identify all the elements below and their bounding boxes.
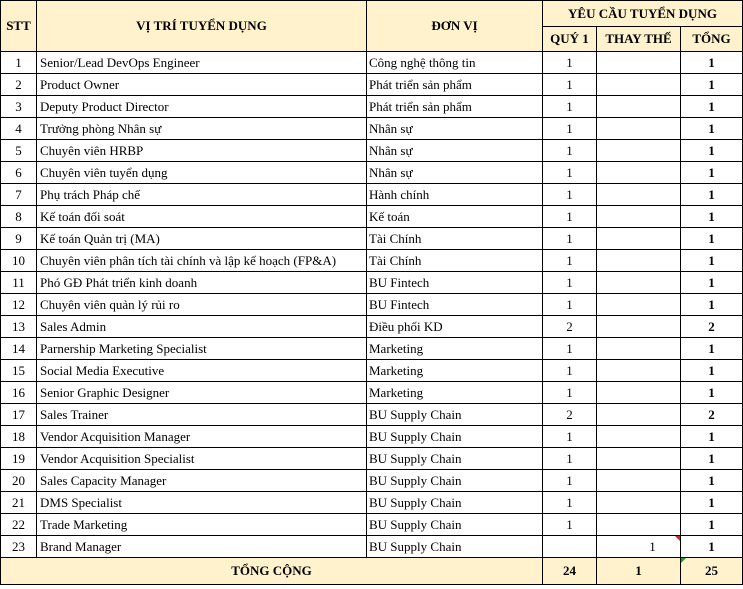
cell-replacement[interactable] — [597, 404, 681, 426]
cell-replacement[interactable] — [597, 294, 681, 316]
cell-stt[interactable]: 18 — [1, 426, 37, 448]
cell-unit[interactable]: Marketing — [367, 360, 543, 382]
cell-q1[interactable]: 1 — [543, 426, 597, 448]
cell-q1[interactable]: 1 — [543, 492, 597, 514]
cell-unit[interactable]: Tài Chính — [367, 228, 543, 250]
cell-stt[interactable]: 7 — [1, 184, 37, 206]
cell-total[interactable]: 1 — [681, 272, 743, 294]
cell-position[interactable]: Product Owner — [37, 74, 367, 96]
cell-q1[interactable] — [543, 536, 597, 558]
table-row — [1, 206, 743, 228]
cell-q1[interactable]: 1 — [543, 74, 597, 96]
cell-replacement[interactable] — [597, 536, 681, 558]
cell-position[interactable]: Sales Trainer — [37, 404, 367, 426]
cell-q1[interactable]: 2 — [543, 316, 597, 338]
table-row — [1, 536, 743, 558]
cell-total[interactable]: 1 — [681, 382, 743, 404]
cell-position[interactable]: Deputy Product Director — [37, 96, 367, 118]
cell-unit[interactable]: Nhân sự — [367, 118, 543, 140]
cell-position[interactable]: Senior/Lead DevOps Engineer — [37, 52, 367, 74]
cell-unit[interactable]: Phát triển sản phẩm — [367, 96, 543, 118]
table-row — [1, 118, 743, 140]
cell-total[interactable]: 1 — [681, 206, 743, 228]
cell-position[interactable]: Chuyên viên quản lý rủi ro — [37, 294, 367, 316]
cell-position[interactable]: Social Media Executive — [37, 360, 367, 382]
cell-replacement[interactable] — [597, 206, 681, 228]
cell-position[interactable]: Senior Graphic Designer — [37, 382, 367, 404]
cell-q1[interactable]: 1 — [543, 470, 597, 492]
cell-position[interactable]: Sales Capacity Manager — [37, 470, 367, 492]
cell-q1[interactable]: 1 — [543, 250, 597, 272]
cell-q1[interactable]: 1 — [543, 96, 597, 118]
footer-label[interactable]: TỔNG CỘNG — [1, 558, 543, 585]
cell-position[interactable]: Parnership Marketing Specialist — [37, 338, 367, 360]
cell-q1[interactable]: 1 — [543, 118, 597, 140]
cell-unit[interactable]: BU Supply Chain — [367, 448, 543, 470]
cell-unit[interactable]: Nhân sự — [367, 140, 543, 162]
cell-q1[interactable]: 1 — [543, 162, 597, 184]
cell-total[interactable]: 1 — [681, 74, 743, 96]
table-row — [1, 492, 743, 514]
cell-replacement[interactable] — [597, 360, 681, 382]
cell-stt[interactable]: 6 — [1, 162, 37, 184]
cell-position[interactable]: Chuyên viên tuyển dụng — [37, 162, 367, 184]
cell-stt[interactable]: 23 — [1, 536, 37, 558]
header-total[interactable]: TỔNG — [681, 27, 743, 52]
cell-stt[interactable]: 4 — [1, 118, 37, 140]
cell-stt[interactable]: 9 — [1, 228, 37, 250]
cell-stt[interactable]: 11 — [1, 272, 37, 294]
cell-stt[interactable]: 15 — [1, 360, 37, 382]
cell-position[interactable]: Phụ trách Pháp chế — [37, 184, 367, 206]
cell-stt[interactable]: 13 — [1, 316, 37, 338]
table-row — [1, 52, 743, 74]
cell-replacement[interactable] — [597, 448, 681, 470]
cell-total[interactable]: 1 — [681, 184, 743, 206]
footer-replacement-sum[interactable]: 1 — [597, 558, 681, 585]
cell-stt[interactable]: 12 — [1, 294, 37, 316]
cell-unit[interactable]: BU Supply Chain — [367, 536, 543, 558]
cell-replacement[interactable] — [597, 338, 681, 360]
cell-replacement[interactable] — [597, 140, 681, 162]
cell-replacement[interactable] — [597, 426, 681, 448]
cell-stt[interactable]: 19 — [1, 448, 37, 470]
cell-stt[interactable]: 22 — [1, 514, 37, 536]
cell-stt[interactable]: 10 — [1, 250, 37, 272]
cell-q1[interactable]: 1 — [543, 294, 597, 316]
cell-stt[interactable]: 8 — [1, 206, 37, 228]
cell-position[interactable]: Kế toán Quản trị (MA) — [37, 228, 367, 250]
cell-replacement[interactable] — [597, 316, 681, 338]
cell-stt[interactable]: 1 — [1, 52, 37, 74]
cell-replacement[interactable] — [597, 272, 681, 294]
cell-unit[interactable]: Phát triển sản phẩm — [367, 74, 543, 96]
cell-position[interactable]: Phó GĐ Phát triển kinh doanh — [37, 272, 367, 294]
table-row — [1, 184, 743, 206]
cell-unit[interactable]: BU Supply Chain — [367, 426, 543, 448]
cell-position[interactable]: DMS Specialist — [37, 492, 367, 514]
cell-position[interactable]: Kế toán đối soát — [37, 206, 367, 228]
table-footer — [1, 558, 743, 585]
cell-total[interactable]: 1 — [681, 96, 743, 118]
cell-total[interactable]: 1 — [681, 52, 743, 74]
cell-total[interactable]: 1 — [681, 162, 743, 184]
cell-replacement[interactable] — [597, 118, 681, 140]
footer-total-value: 25 — [705, 563, 718, 578]
cell-position[interactable]: Chuyên viên phân tích tài chính và lập kế hoạch (FP&A) — [37, 250, 367, 272]
cell-replacement[interactable] — [597, 514, 681, 536]
header-group-requirements[interactable]: YÊU CẦU TUYỂN DỤNG — [543, 1, 743, 27]
cell-total[interactable]: 1 — [681, 426, 743, 448]
table-row — [1, 360, 743, 382]
cell-unit[interactable]: Marketing — [367, 382, 543, 404]
cell-total[interactable]: 1 — [681, 536, 743, 558]
table-row — [1, 140, 743, 162]
table-body — [1, 52, 743, 558]
cell-total[interactable]: 1 — [681, 118, 743, 140]
cell-total[interactable]: 1 — [681, 492, 743, 514]
cell-stt[interactable]: 21 — [1, 492, 37, 514]
comment-indicator-icon — [675, 536, 680, 541]
header-q1[interactable]: QUÝ 1 — [543, 27, 597, 52]
cell-q1[interactable]: 1 — [543, 52, 597, 74]
cell-replacement[interactable] — [597, 162, 681, 184]
table-row — [1, 470, 743, 492]
cell-replacement[interactable] — [597, 52, 681, 74]
table-row — [1, 272, 743, 294]
cell-unit[interactable]: BU Supply Chain — [367, 470, 543, 492]
cell-total[interactable]: 1 — [681, 360, 743, 382]
table-row — [1, 74, 743, 96]
cell-total[interactable]: 1 — [681, 514, 743, 536]
cell-replacement[interactable] — [597, 96, 681, 118]
cell-total[interactable]: 1 — [681, 338, 743, 360]
cell-q1[interactable]: 1 — [543, 206, 597, 228]
cell-stt[interactable]: 5 — [1, 140, 37, 162]
cell-q1[interactable]: 1 — [543, 382, 597, 404]
footer-total-sum[interactable] — [681, 558, 743, 585]
cell-position[interactable]: Trade Marketing — [37, 514, 367, 536]
cell-position[interactable]: Brand Manager — [37, 536, 367, 558]
cell-replacement-value: 1 — [649, 538, 656, 554]
header-replacement[interactable]: THAY THẾ — [597, 27, 681, 52]
cell-q1[interactable]: 1 — [543, 338, 597, 360]
cell-replacement[interactable] — [597, 492, 681, 514]
cell-total[interactable]: 1 — [681, 250, 743, 272]
cell-replacement[interactable] — [597, 184, 681, 206]
table-row — [1, 514, 743, 536]
cell-total[interactable]: 1 — [681, 470, 743, 492]
cell-position[interactable]: Chuyên viên HRBP — [37, 140, 367, 162]
cell-position[interactable]: Vendor Acquisition Manager — [37, 426, 367, 448]
table-header — [1, 1, 743, 52]
cell-unit[interactable]: BU Supply Chain — [367, 514, 543, 536]
header-stt[interactable]: STT — [1, 1, 37, 52]
cell-position[interactable]: Trưởng phòng Nhân sự — [37, 118, 367, 140]
cell-total[interactable]: 2 — [681, 316, 743, 338]
cell-replacement[interactable] — [597, 250, 681, 272]
table-row — [1, 294, 743, 316]
cell-stt[interactable]: 17 — [1, 404, 37, 426]
table-row — [1, 96, 743, 118]
cell-total[interactable]: 2 — [681, 404, 743, 426]
error-indicator-icon — [681, 558, 686, 563]
table-row — [1, 338, 743, 360]
cell-stt[interactable]: 14 — [1, 338, 37, 360]
table-row — [1, 404, 743, 426]
cell-total[interactable]: 1 — [681, 140, 743, 162]
cell-stt[interactable]: 2 — [1, 74, 37, 96]
cell-stt[interactable]: 20 — [1, 470, 37, 492]
table-row — [1, 448, 743, 470]
cell-unit[interactable]: Kế toán — [367, 206, 543, 228]
cell-unit[interactable]: BU Supply Chain — [367, 404, 543, 426]
footer-q1-sum[interactable]: 24 — [543, 558, 597, 585]
cell-unit[interactable]: Tài Chính — [367, 250, 543, 272]
cell-replacement[interactable] — [597, 228, 681, 250]
cell-unit[interactable]: Nhân sự — [367, 162, 543, 184]
table-row — [1, 250, 743, 272]
cell-unit[interactable]: BU Fintech — [367, 272, 543, 294]
header-position[interactable]: VỊ TRÍ TUYỂN DỤNG — [37, 1, 367, 52]
cell-unit[interactable]: Hành chính — [367, 184, 543, 206]
cell-unit[interactable]: BU Supply Chain — [367, 492, 543, 514]
table-row — [1, 162, 743, 184]
cell-q1[interactable]: 1 — [543, 448, 597, 470]
cell-replacement[interactable] — [597, 470, 681, 492]
cell-q1[interactable]: 1 — [543, 184, 597, 206]
cell-q1[interactable]: 1 — [543, 272, 597, 294]
cell-q1[interactable]: 2 — [543, 404, 597, 426]
cell-total[interactable]: 1 — [681, 294, 743, 316]
cell-unit[interactable]: BU Fintech — [367, 294, 543, 316]
cell-q1[interactable]: 1 — [543, 360, 597, 382]
table-row — [1, 382, 743, 404]
cell-replacement[interactable] — [597, 382, 681, 404]
cell-position[interactable]: Sales Admin — [37, 316, 367, 338]
cell-unit[interactable]: Công nghệ thông tin — [367, 52, 543, 74]
cell-q1[interactable]: 1 — [543, 514, 597, 536]
cell-position[interactable]: Vendor Acquisition Specialist — [37, 448, 367, 470]
table-row — [1, 316, 743, 338]
cell-q1[interactable]: 1 — [543, 228, 597, 250]
cell-total[interactable]: 1 — [681, 448, 743, 470]
table-row — [1, 228, 743, 250]
cell-stt[interactable]: 3 — [1, 96, 37, 118]
cell-replacement[interactable] — [597, 74, 681, 96]
table-row — [1, 426, 743, 448]
cell-unit[interactable]: Marketing — [367, 338, 543, 360]
cell-unit[interactable]: Điều phối KD — [367, 316, 543, 338]
cell-stt[interactable]: 16 — [1, 382, 37, 404]
cell-q1[interactable]: 1 — [543, 140, 597, 162]
cell-total[interactable]: 1 — [681, 228, 743, 250]
header-unit[interactable]: ĐƠN VỊ — [367, 1, 543, 52]
